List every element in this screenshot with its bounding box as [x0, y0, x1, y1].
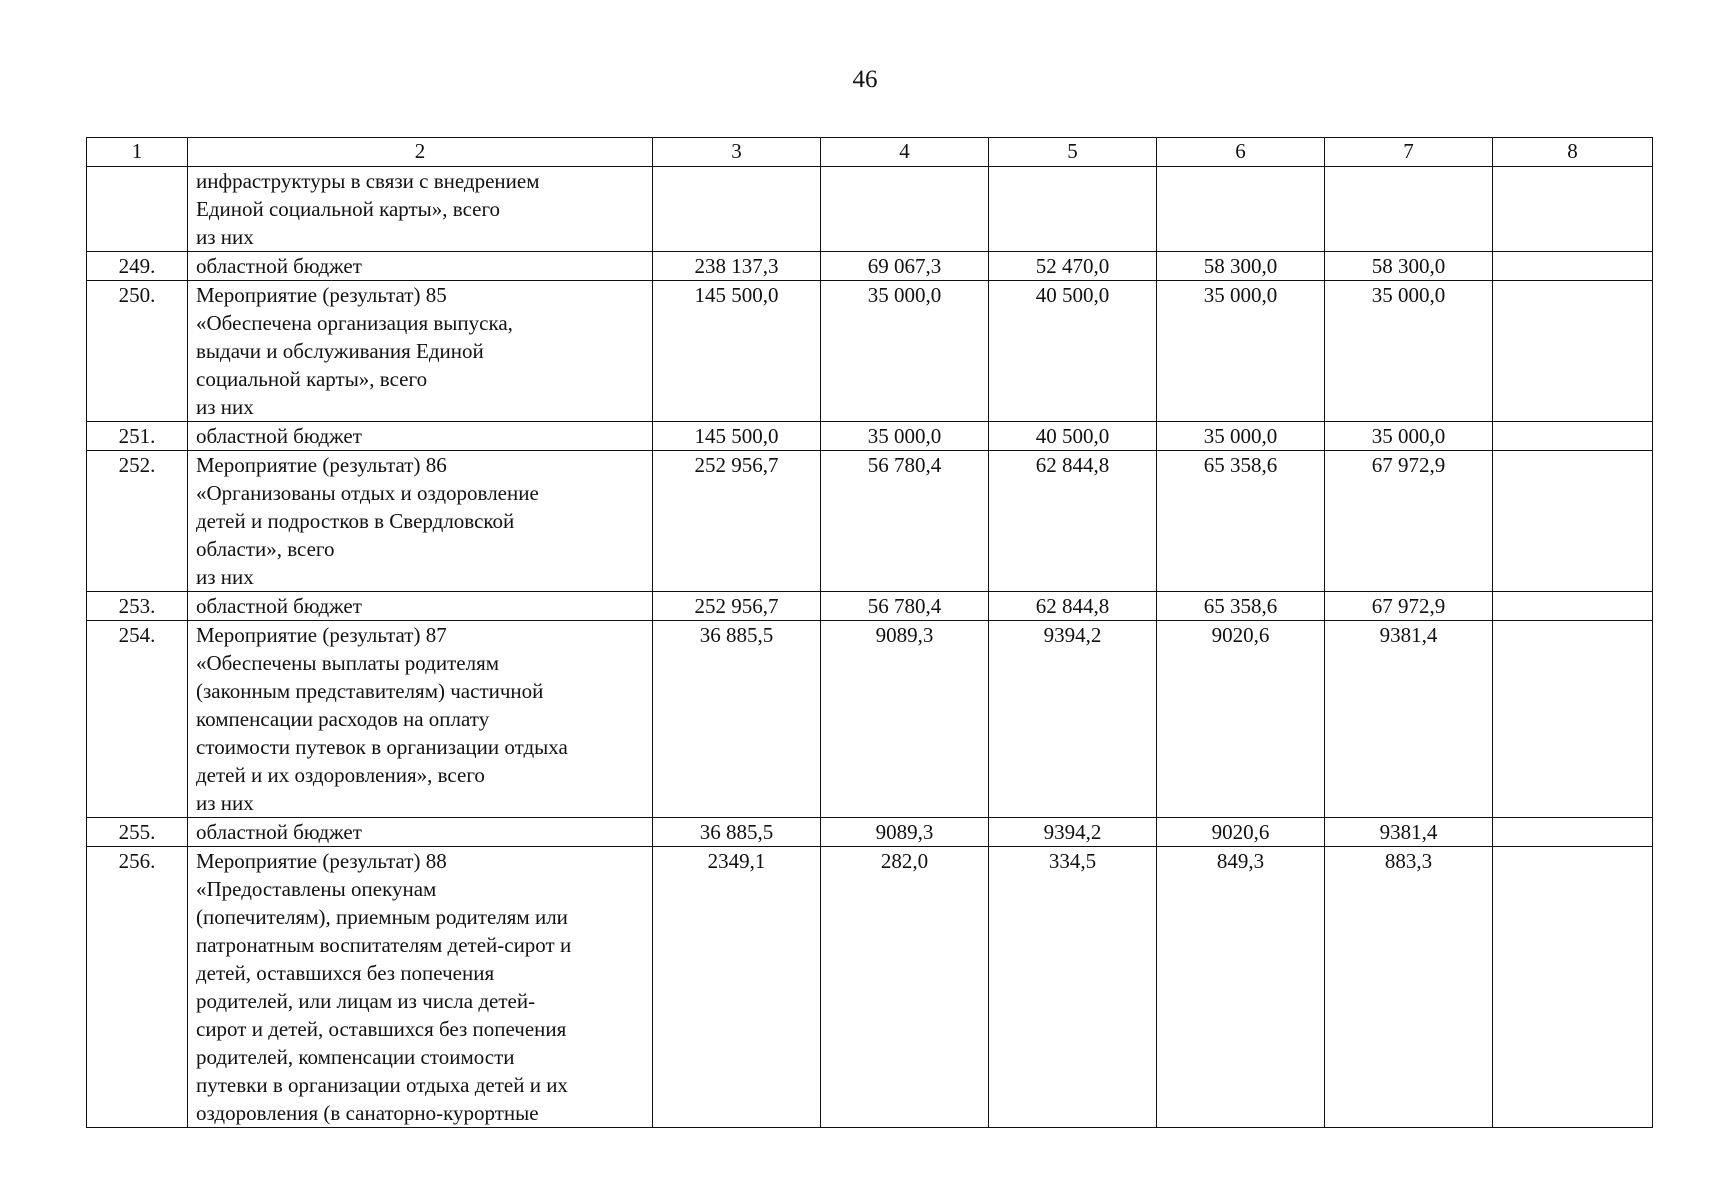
- col-header-3: 3: [653, 138, 821, 167]
- description-line: Единой социальной карты», всего: [196, 197, 501, 221]
- value-cell-5: [989, 167, 1157, 252]
- value-cell-6: 9020,6: [1157, 621, 1325, 818]
- value-cell-6: [1157, 167, 1325, 252]
- value-cell-3: 2349,1: [653, 847, 821, 1128]
- description-line: путевки в организации отдыха детей и их: [196, 1073, 568, 1097]
- row-number: 253.: [87, 592, 188, 621]
- value-cell-5: 9394,2: [989, 818, 1157, 847]
- value-cell-7: 35 000,0: [1325, 281, 1493, 422]
- description-line: «Обеспечена организация выпуска,: [196, 311, 513, 335]
- table-body: [87, 167, 1653, 1128]
- row-description: [188, 281, 653, 422]
- description-line: из них: [196, 395, 254, 419]
- description-line: детей и их оздоровления», всего: [196, 763, 485, 787]
- description-line: выдачи и обслуживания Единой: [196, 339, 484, 363]
- description-line: Мероприятие (результат) 86: [196, 453, 447, 477]
- row-description: [188, 818, 653, 847]
- row-description: [188, 451, 653, 592]
- row-number: 250.: [87, 281, 188, 422]
- value-cell-7: 883,3: [1325, 847, 1493, 1128]
- value-cell-7: 9381,4: [1325, 621, 1493, 818]
- value-cell-4: 9089,3: [821, 818, 989, 847]
- value-cell-7: [1325, 167, 1493, 252]
- description-line: областной бюджет: [196, 424, 362, 448]
- col-header-6: 6: [1157, 138, 1325, 167]
- value-cell-4: 56 780,4: [821, 451, 989, 592]
- value-cell-8: [1493, 422, 1653, 451]
- value-cell-7: 67 972,9: [1325, 592, 1493, 621]
- description-line: родителей, или лицам из числа детей-: [196, 989, 536, 1013]
- col-header-5: 5: [989, 138, 1157, 167]
- value-cell-6: 9020,6: [1157, 818, 1325, 847]
- row-description: [188, 621, 653, 818]
- description-line: Мероприятие (результат) 85: [196, 283, 447, 307]
- value-cell-8: [1493, 621, 1653, 818]
- value-cell-4: 35 000,0: [821, 281, 989, 422]
- value-cell-6: 65 358,6: [1157, 592, 1325, 621]
- description-line: оздоровления (в санаторно-курортные: [196, 1101, 539, 1125]
- table-row: [87, 252, 1653, 281]
- description-line: патронатным воспитателям детей-сирот и: [196, 933, 572, 957]
- col-header-4: 4: [821, 138, 989, 167]
- description-line: (законным представителям) частичной: [196, 679, 544, 703]
- value-cell-3: 252 956,7: [653, 451, 821, 592]
- value-cell-3: 36 885,5: [653, 818, 821, 847]
- value-cell-4: 282,0: [821, 847, 989, 1128]
- value-cell-5: 62 844,8: [989, 451, 1157, 592]
- value-cell-4: 56 780,4: [821, 592, 989, 621]
- value-cell-3: 36 885,5: [653, 621, 821, 818]
- value-cell-8: [1493, 592, 1653, 621]
- row-number: 251.: [87, 422, 188, 451]
- table-row: [87, 281, 1653, 422]
- budget-table: [86, 137, 1653, 1128]
- value-cell-8: [1493, 451, 1653, 592]
- col-header-1: 1: [87, 138, 188, 167]
- value-cell-6: 849,3: [1157, 847, 1325, 1128]
- description-line: Мероприятие (результат) 88: [196, 849, 447, 873]
- col-header-2: 2: [188, 138, 653, 167]
- value-cell-7: 9381,4: [1325, 818, 1493, 847]
- description-line: инфраструктуры в связи с внедрением: [196, 169, 540, 193]
- value-cell-5: 40 500,0: [989, 422, 1157, 451]
- value-cell-8: [1493, 847, 1653, 1128]
- description-line: (попечителям), приемным родителям или: [196, 905, 568, 929]
- value-cell-6: 65 358,6: [1157, 451, 1325, 592]
- value-cell-5: 40 500,0: [989, 281, 1157, 422]
- row-number: 255.: [87, 818, 188, 847]
- col-header-7: 7: [1325, 138, 1493, 167]
- row-number: 249.: [87, 252, 188, 281]
- description-line: детей, оставшихся без попечения: [196, 961, 495, 985]
- description-line: областной бюджет: [196, 254, 362, 278]
- value-cell-7: 58 300,0: [1325, 252, 1493, 281]
- col-header-8: 8: [1493, 138, 1653, 167]
- description-line: детей и подростков в Свердловской: [196, 509, 515, 533]
- value-cell-7: 35 000,0: [1325, 422, 1493, 451]
- value-cell-8: [1493, 252, 1653, 281]
- value-cell-3: 145 500,0: [653, 281, 821, 422]
- description-line: «Обеспечены выплаты родителям: [196, 651, 500, 675]
- description-line: сирот и детей, оставшихся без попечения: [196, 1017, 567, 1041]
- value-cell-6: 35 000,0: [1157, 422, 1325, 451]
- value-cell-3: 252 956,7: [653, 592, 821, 621]
- value-cell-5: 9394,2: [989, 621, 1157, 818]
- row-number: 252.: [87, 451, 188, 592]
- page-number: 46: [852, 66, 878, 93]
- description-line: из них: [196, 565, 254, 589]
- value-cell-4: [821, 167, 989, 252]
- value-cell-5: 52 470,0: [989, 252, 1157, 281]
- value-cell-6: 58 300,0: [1157, 252, 1325, 281]
- row-number: 254.: [87, 621, 188, 818]
- value-cell-7: 67 972,9: [1325, 451, 1493, 592]
- row-description: [188, 252, 653, 281]
- table-row: [87, 422, 1653, 451]
- value-cell-8: [1493, 818, 1653, 847]
- description-line: «Организованы отдых и оздоровление: [196, 481, 539, 505]
- description-line: компенсации расходов на оплату: [196, 707, 490, 731]
- row-description: [188, 167, 653, 252]
- row-description: [188, 847, 653, 1128]
- description-line: области», всего: [196, 537, 335, 561]
- table-row: [87, 847, 1653, 1128]
- value-cell-3: [653, 167, 821, 252]
- description-line: «Предоставлены опекунам: [196, 877, 437, 901]
- value-cell-4: 35 000,0: [821, 422, 989, 451]
- table-row: [87, 167, 1653, 252]
- header-row: [87, 138, 1653, 167]
- description-line: родителей, компенсации стоимости: [196, 1045, 515, 1069]
- value-cell-3: 238 137,3: [653, 252, 821, 281]
- row-number: [87, 167, 188, 252]
- value-cell-3: 145 500,0: [653, 422, 821, 451]
- table-row: [87, 818, 1653, 847]
- row-description: [188, 592, 653, 621]
- value-cell-5: 334,5: [989, 847, 1157, 1128]
- description-line: из них: [196, 791, 254, 815]
- description-line: социальной карты», всего: [196, 367, 428, 391]
- value-cell-4: 9089,3: [821, 621, 989, 818]
- description-line: областной бюджет: [196, 594, 362, 618]
- row-description: [188, 422, 653, 451]
- description-line: областной бюджет: [196, 820, 362, 844]
- value-cell-6: 35 000,0: [1157, 281, 1325, 422]
- table-row: [87, 621, 1653, 818]
- value-cell-5: 62 844,8: [989, 592, 1157, 621]
- description-line: стоимости путевок в организации отдыха: [196, 735, 568, 759]
- value-cell-4: 69 067,3: [821, 252, 989, 281]
- row-number: 256.: [87, 847, 188, 1128]
- description-line: из них: [196, 225, 254, 249]
- value-cell-8: [1493, 281, 1653, 422]
- value-cell-8: [1493, 167, 1653, 252]
- description-line: Мероприятие (результат) 87: [196, 623, 447, 647]
- table-row: [87, 592, 1653, 621]
- table-row: [87, 451, 1653, 592]
